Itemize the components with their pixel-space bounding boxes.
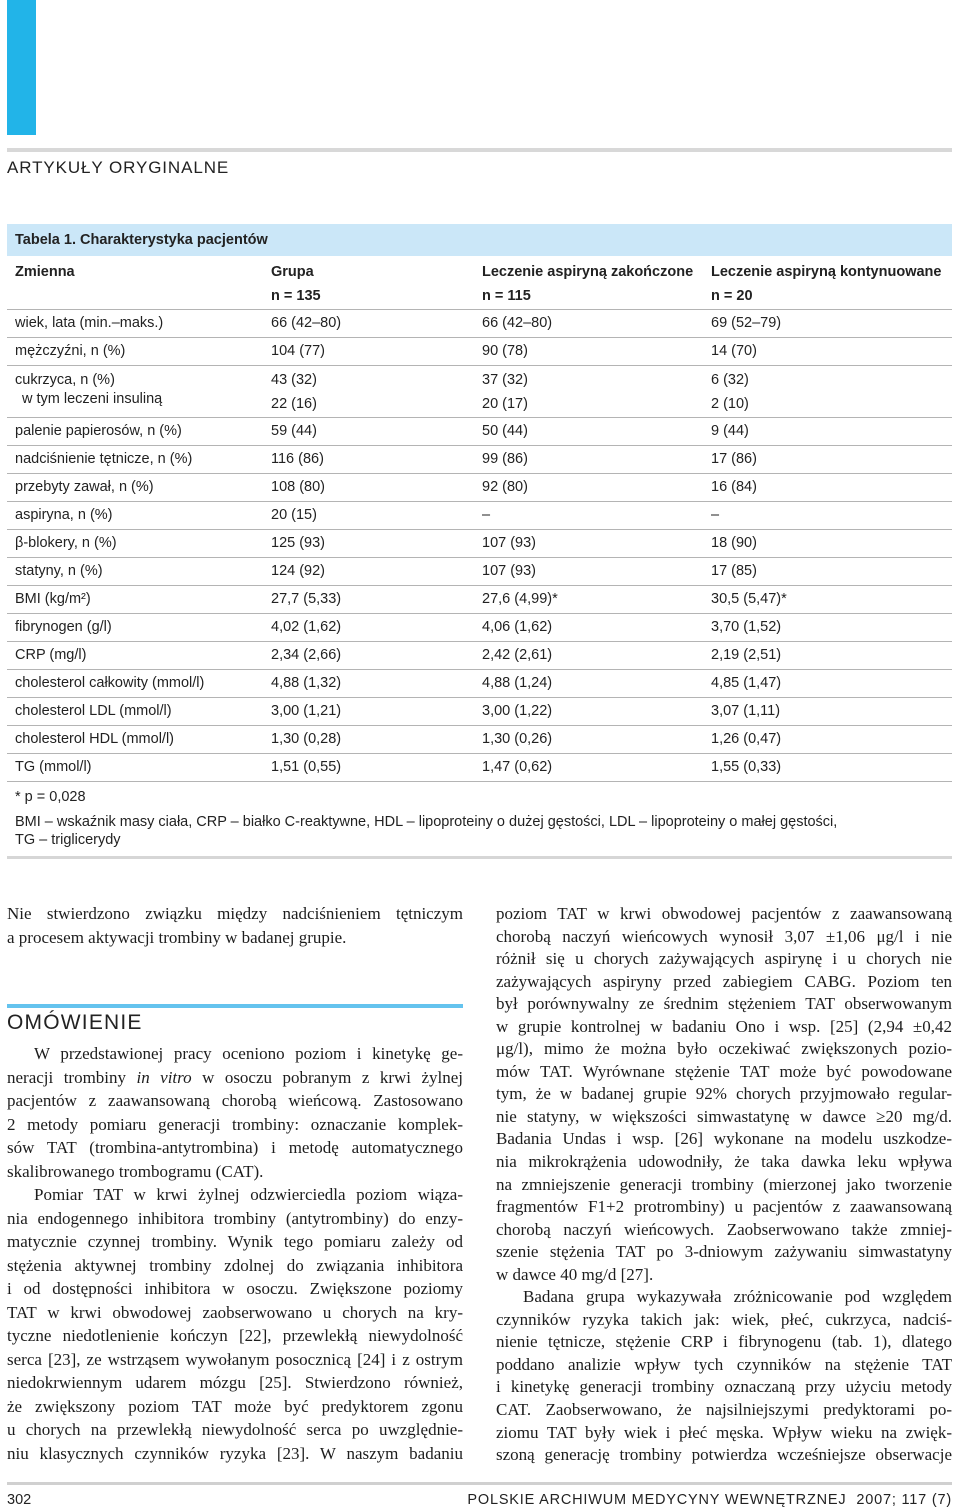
text-line: TAT w krwi obwodowej zaobserwowano u chorych na kry-: [7, 1302, 463, 1322]
text-line: CAT. Zaobserwowano, że najsilniejszymi predyktorami po-: [496, 1400, 952, 1420]
cell-value: 6 (32): [711, 372, 749, 388]
group-cell: [271, 366, 482, 417]
variable-cell: palenie papierosów, n (%): [15, 423, 182, 439]
aspirin-stopped-cell: 90 (78): [482, 343, 528, 359]
table-footnote-abbreviations: [7, 813, 952, 849]
text-line: nia endogennego inhibitora trombiny (antytrombiny) do enzy-: [7, 1208, 463, 1228]
text-line: niedokrwiennym udarem mózgu [25]. Stwierdzono również,: [7, 1373, 463, 1392]
text-line: tyczne niedotlenienie kończyn [22], przewlekłą niewydolność: [7, 1326, 463, 1345]
variable-label: cukrzyca, n (%): [15, 371, 115, 388]
aspirin-continued-cell: 9 (44): [711, 423, 749, 439]
journal-name: POLSKIE ARCHIWUM MEDYCYNY WEWNĘTRZNEJ: [467, 1492, 847, 1508]
table-footnote-significance: * p = 0,028: [15, 789, 86, 805]
text-line: szenie stężenia TAT po 3-dniowym zażywaniu simwastatyny: [496, 1242, 952, 1262]
group-cell: 125 (93): [271, 535, 326, 551]
variable-sublabel: w tym leczeni insuliną: [22, 390, 163, 407]
table-row: [7, 502, 952, 530]
section-heading: OMÓWIENIE: [7, 1011, 143, 1034]
text-line: szoną generację trombiny potwierdza wcześniejsze obserwacje: [496, 1445, 952, 1465]
text-line: chorobą naczyń wieńcowych wynosił 3,07 ±1,06 μg/l i nie: [496, 926, 952, 946]
group-cell: 20 (15): [271, 507, 317, 523]
table-row: [7, 418, 952, 446]
variable-cell: β-blokery, n (%): [15, 535, 117, 551]
aspirin-stopped-cell: 1,30 (0,26): [482, 731, 553, 747]
text-line: tym, że w badanej grupie 92% chorych przyjmowało regular-: [496, 1084, 952, 1104]
text-line: poddano analizie wpływ tych czynników na stężenie TAT: [496, 1354, 952, 1374]
text-line: Pomiar TAT w krwi żylnej odzwierciedla poziom wiąza-: [34, 1185, 463, 1204]
table-row: [7, 642, 952, 670]
text-line: serca [23], ze wstrząsem wywołanym posocznicą [24] i z ostrym: [7, 1349, 463, 1369]
text-line: [7, 1066, 463, 1090]
text-line: różnił się u chorych zażywających aspirynę i u chorych nie: [496, 949, 952, 969]
table-row: [7, 474, 952, 502]
journal-citation: [467, 1491, 952, 1509]
table-row: [7, 726, 952, 754]
text-line: w dawce 40 mg/d [27].: [496, 1264, 654, 1284]
cell-subvalue: 22 (16): [271, 396, 317, 412]
text-line: nie statyny, w większości simwastatynę w dawce ≥20 mg/d.: [496, 1106, 952, 1126]
text-line: u chorych na przewlekłą niewydolność serca po uwzględnie-: [7, 1420, 463, 1439]
group-cell: 3,00 (1,21): [271, 703, 342, 719]
aspirin-continued-cell: [711, 366, 952, 417]
text-line: że zwiększony poziom TAT może być predyktorem zgonu: [7, 1396, 463, 1416]
section-label: ARTYKUŁY ORYGINALNE: [7, 158, 230, 177]
column-header-group: [271, 260, 482, 309]
group-cell: 59 (44): [271, 423, 317, 439]
group-cell: 124 (92): [271, 563, 326, 579]
table-row: [7, 310, 952, 338]
variable-cell: cholesterol LDL (mmol/l): [15, 703, 172, 719]
text-line: Badania Undas i wsp. [26] wykonane na modelu uszkodze-: [496, 1129, 952, 1149]
aspirin-continued-cell: 2,19 (2,51): [711, 647, 782, 663]
aspirin-stopped-cell: 66 (42–80): [482, 315, 553, 331]
text-segment: w osoczu pobranym z krwi żylnej: [191, 1067, 463, 1087]
footnote-line: BMI – wskaźnik masy ciała, CRP – białko C-reaktywne, HDL – lipoproteiny o dużej gęstości, LDL – lipoproteiny o małej gęstości,: [15, 814, 838, 830]
aspirin-continued-cell: 1,55 (0,33): [711, 759, 782, 775]
group-cell: 27,7 (5,33): [271, 591, 342, 607]
table-row: [7, 366, 952, 418]
group-cell: 108 (80): [271, 479, 326, 495]
discussion-text: [7, 1042, 463, 1465]
text-line: i od dostępności inhibitora w osoczu. Zwiększone poziomy: [7, 1279, 463, 1298]
aspirin-stopped-cell: [482, 366, 711, 417]
column-header-n: n = 135: [271, 288, 321, 304]
column-header-label: Leczenie aspiryną zakończone: [482, 264, 694, 280]
aspirin-continued-cell: –: [711, 507, 720, 523]
group-cell: 1,51 (0,55): [271, 759, 342, 775]
journal-issue: 2007; 117 (7): [856, 1492, 952, 1508]
aspirin-continued-cell: 17 (85): [711, 563, 757, 579]
cell-subvalue: 20 (17): [482, 396, 528, 412]
variable-cell: BMI (kg/m²): [15, 591, 91, 607]
text-line: mów TAT. Wyrównane stężenie TAT może być powodowane: [496, 1061, 952, 1081]
text-line: niu klasycznych czynników ryzyka [23]. W naszym badaniu: [7, 1443, 463, 1463]
aspirin-stopped-cell: 92 (80): [482, 479, 528, 495]
table-title: Tabela 1. Charakterystyka pacjentów: [7, 224, 952, 256]
aspirin-stopped-cell: –: [482, 507, 491, 523]
right-column-text: [496, 903, 952, 1467]
aspirin-stopped-cell: 2,42 (2,61): [482, 647, 553, 663]
aspirin-continued-cell: 30,5 (5,47)*: [711, 591, 787, 607]
text-line: W przedstawionej pracy oceniono poziom i kinetykę ge-: [34, 1044, 463, 1063]
aspirin-continued-cell: 17 (86): [711, 451, 757, 467]
text-line: nienie tętnicze, stężenie CRP i fibrynogenu (tab. 1), dlatego: [496, 1332, 952, 1352]
variable-cell: cholesterol całkowity (mmol/l): [15, 675, 205, 691]
text-line: matycznie czynnej trombiny. Wynik tego pomiaru zależy od: [7, 1232, 463, 1251]
text-segment: neracji trombiny: [7, 1067, 137, 1087]
text-line: ziomu TAT były wiek i płeć męska. Wpływ wieku na zwięk-: [496, 1422, 952, 1442]
aspirin-stopped-cell: 107 (93): [482, 563, 537, 579]
text-line: pacjentów z zaawansowaną chorobą wieńcową. Zastosowano: [7, 1091, 463, 1110]
aspirin-stopped-cell: 1,47 (0,62): [482, 759, 553, 775]
table-header-row: [7, 256, 952, 310]
text-line: μg/l), mimo że można było oczekiwać zwiększonych pozio-: [496, 1039, 952, 1059]
group-cell: 116 (86): [271, 451, 324, 467]
text-line: chorobą naczyń wieńcowych. Zaobserwowano także zmniej-: [496, 1219, 952, 1239]
group-cell: 104 (77): [271, 343, 326, 359]
cell-subvalue: 2 (10): [711, 396, 749, 412]
group-cell: 1,30 (0,28): [271, 731, 342, 747]
aspirin-stopped-cell: 4,06 (1,62): [482, 619, 553, 635]
section-rule: [7, 1004, 463, 1008]
column-header-n: n = 20: [711, 288, 753, 304]
italic-term: in vitro: [136, 1067, 192, 1087]
cell-value: 37 (32): [482, 372, 528, 388]
variable-cell: mężczyźni, n (%): [15, 343, 126, 359]
column-header-aspirin-continued: [711, 260, 952, 309]
group-cell: 2,34 (2,66): [271, 647, 342, 663]
table-bottom-rule: [7, 856, 952, 859]
variable-cell: [7, 366, 271, 417]
aspirin-stopped-cell: 50 (44): [482, 423, 528, 439]
text-line: poziom TAT w krwi obwodowej pacjentów z zaawansowaną: [496, 904, 952, 923]
group-cell: 66 (42–80): [271, 315, 342, 331]
text-line: czynników ryzyka takich jak: wiek, płeć, cukrzyca, nadciś-: [496, 1309, 952, 1329]
aspirin-stopped-cell: 99 (86): [482, 451, 528, 467]
aspirin-continued-cell: 3,70 (1,52): [711, 619, 782, 635]
text-line: skalibrowanego trombogramu (CAT).: [7, 1161, 264, 1181]
footnote-line: TG – triglicerydy: [15, 832, 121, 848]
table-row: [7, 586, 952, 614]
variable-cell: nadciśnienie tętnicze, n (%): [15, 451, 193, 467]
aspirin-continued-cell: 69 (52–79): [711, 315, 782, 331]
text-line: w grupie kontrolnej w badaniu Ono i wsp. [25] (2,94 ±0,42: [496, 1016, 952, 1036]
table-row: [7, 558, 952, 586]
aspirin-continued-cell: 18 (90): [711, 535, 757, 551]
table-row: [7, 338, 952, 366]
column-header-n: n = 115: [482, 288, 531, 304]
variable-cell: cholesterol HDL (mmol/l): [15, 731, 174, 747]
text-line: Nie stwierdzono związku między nadciśnieniem tętniczym: [7, 904, 463, 923]
variable-cell: statyny, n (%): [15, 563, 103, 579]
text-line: na zmniejszenie generacji trombiny (mierzonej jako tworzenie: [496, 1174, 952, 1194]
text-line: nia mikrokrążenia udowodniły, że taka dawka leku wpływa: [496, 1152, 952, 1172]
header-rule: [7, 148, 952, 152]
aspirin-continued-cell: 14 (70): [711, 343, 757, 359]
group-cell: 4,88 (1,32): [271, 675, 342, 691]
column-header-label: Leczenie aspiryną kontynuowane: [711, 264, 942, 280]
column-header-label: Zmienna: [15, 264, 75, 280]
footer-rule: [7, 1482, 952, 1485]
aspirin-stopped-cell: 4,88 (1,24): [482, 675, 553, 691]
text-line: zażywających aspiryny przed zabiegiem CABG. Poziom ten: [496, 971, 952, 991]
text-line: fragmentów F1+2 protrombiny) u pacjentów z zaawansowaną: [496, 1197, 952, 1217]
group-cell: 4,02 (1,62): [271, 619, 342, 635]
aspirin-continued-cell: 16 (84): [711, 479, 757, 495]
cell-value: 43 (32): [271, 372, 317, 388]
patient-characteristics-table: [7, 224, 952, 849]
aspirin-stopped-cell: 27,6 (4,99)*: [482, 591, 558, 607]
paragraph: [7, 902, 463, 949]
aspirin-continued-cell: 3,07 (1,11): [711, 703, 781, 719]
text-line: był porównywalny ze średnim stężeniem TAT obserwowanym: [496, 994, 952, 1014]
text-line: Badana grupa wykazywała zróżnicowanie pod względem: [523, 1287, 952, 1307]
column-header-variable: [7, 260, 271, 309]
variable-cell: wiek, lata (min.–maks.): [15, 315, 164, 331]
table-row: [7, 530, 952, 558]
table-row: [7, 698, 952, 726]
text-line: stężenia aktywnej trombiny zdolnej do związania inhibitora: [7, 1255, 463, 1275]
aspirin-continued-cell: 1,26 (0,47): [711, 731, 782, 747]
accent-color-block: [7, 0, 36, 135]
text-line: i kinetykę generacji trombiny oznaczaną przy użyciu metody: [496, 1377, 952, 1397]
text-line: 2 metody pomiaru generacji trombiny: oznaczanie komplek-: [7, 1114, 463, 1134]
table-row: [7, 446, 952, 474]
table-row: [7, 614, 952, 642]
column-header-aspirin-stopped: [482, 260, 711, 309]
variable-cell: aspiryna, n (%): [15, 507, 113, 523]
table-row: [7, 670, 952, 698]
column-header-label: Grupa: [271, 264, 314, 280]
text-line: a procesem aktywacji trombiny w badanej grupie.: [7, 927, 347, 947]
variable-cell: przebyty zawał, n (%): [15, 479, 154, 495]
aspirin-stopped-cell: 3,00 (1,22): [482, 703, 553, 719]
page-number: 302: [7, 1492, 32, 1508]
variable-cell: TG (mmol/l): [15, 759, 92, 775]
variable-cell: CRP (mg/l): [15, 647, 87, 663]
aspirin-stopped-cell: 107 (93): [482, 535, 537, 551]
text-line: sów TAT (trombina-antytrombina) i metodę automatycznego: [7, 1138, 463, 1157]
aspirin-continued-cell: 4,85 (1,47): [711, 675, 782, 691]
table-row: [7, 754, 952, 782]
variable-cell: fibrynogen (g/l): [15, 619, 112, 635]
